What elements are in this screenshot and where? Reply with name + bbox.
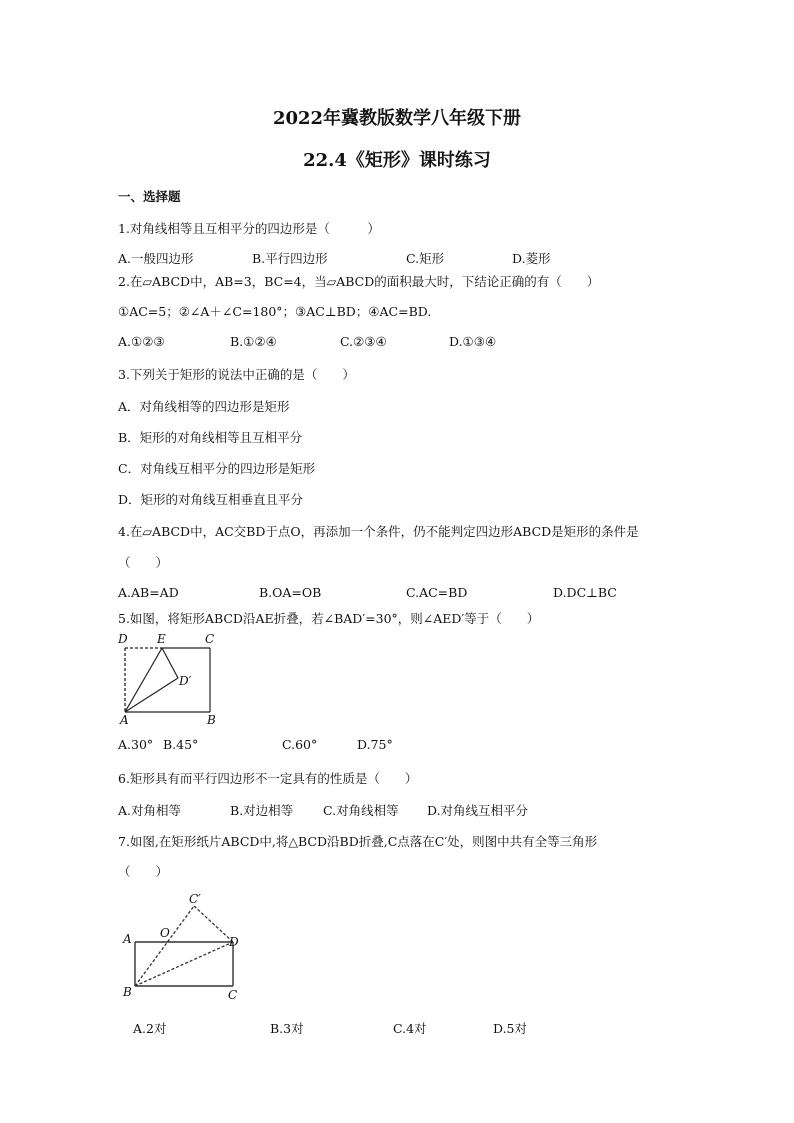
question-7-paren: （ ） — [118, 864, 169, 879]
question-6-option-a: A.对角相等 — [118, 803, 182, 818]
segment-c-prime-d — [194, 906, 233, 942]
question-3-stem: 3.下列关于矩形的说法中正确的是（ ） — [118, 367, 355, 382]
question-6-option-b: B.对边相等 — [230, 803, 294, 818]
label-d: D — [229, 935, 239, 949]
question-4-paren: （ ） — [118, 555, 169, 570]
question-1-option-d: D.菱形 — [512, 251, 551, 266]
question-6-stem: 6.矩形具有而平行四边形不一定具有的性质是（ ） — [118, 771, 418, 786]
segment-ed-prime — [162, 648, 178, 678]
question-3-option-c: C．对角线互相平分的四边形是矩形 — [118, 461, 316, 476]
question-7-option-d: D.5对 — [493, 1021, 528, 1036]
question-5-option-c: C.60° — [282, 737, 318, 752]
question-2-option-c: C.②③④ — [340, 334, 387, 349]
question-2-stem: 2.在▱ABCD中，AB=3，BC=4，当▱ABCD的面积最大时，下结论正确的有（ ） — [118, 274, 600, 289]
label-o: O — [160, 926, 170, 940]
diagonal-bd — [135, 942, 233, 986]
question-5-option-a: A.30° — [118, 737, 154, 752]
label-b: B — [123, 985, 132, 999]
question-2-option-a: A.①②③ — [118, 334, 165, 349]
question-6-option-d: D.对角线互相平分 — [427, 803, 529, 818]
question-7-option-b: B.3对 — [270, 1021, 304, 1036]
label-b: B — [207, 713, 216, 727]
question-1-option-c: C.矩形 — [406, 251, 445, 266]
label-d: D — [118, 632, 128, 646]
question-4-option-b: B.OA=OB — [259, 585, 322, 600]
label-a: A — [120, 713, 129, 727]
question-2-option-d: D.①③④ — [449, 334, 497, 349]
question-4-option-c: C.AC=BD — [406, 585, 468, 600]
question-6-option-c: C.对角线相等 — [323, 803, 399, 818]
label-c: C — [228, 988, 238, 1002]
label-e: E — [157, 632, 166, 646]
question-5-option-d: D.75° — [357, 737, 393, 752]
question-5-figure — [112, 630, 232, 730]
question-7-option-a: A.2对 — [133, 1021, 167, 1036]
question-5-stem: 5.如图，将矩形ABCD沿AE折叠，若∠BAD′=30°，则∠AED′等于（ ） — [118, 611, 540, 626]
question-3-option-d: D．矩形的对角线互相垂直且平分 — [118, 492, 304, 507]
label-a: A — [123, 932, 132, 946]
question-5-option-b: B.45° — [163, 737, 199, 752]
question-1-option-a: A.一般四边形 — [118, 251, 194, 266]
question-2-option-b: B.①②④ — [230, 334, 277, 349]
question-7-option-c: C.4对 — [393, 1021, 427, 1036]
question-1-option-b: B.平行四边形 — [252, 251, 328, 266]
segment-ad-prime — [125, 678, 178, 712]
question-1-stem: 1.对角线相等且互相平分的四边形是（ ） — [118, 221, 380, 236]
question-7-stem: 7.如图,在矩形纸片ABCD中,将△BCD沿BD折叠,C点落在C′处，则图中共有全等三角形 — [118, 834, 598, 849]
label-c-prime: C′ — [189, 893, 201, 906]
label-d-prime: D′ — [179, 674, 192, 688]
question-7-figure — [115, 893, 250, 1003]
document-subtitle: 22.4《矩形》课时练习 — [303, 150, 491, 171]
fold-line-ae — [125, 648, 162, 712]
question-4-option-d: D.DC⊥BC — [553, 585, 617, 600]
segment-bc-prime — [135, 906, 194, 986]
question-2-conditions: ①AC=5；②∠A＋∠C=180°；③AC⊥BD；④AC=BD. — [118, 304, 432, 319]
document-title: 2022年冀教版数学八年级下册 — [272, 108, 522, 129]
label-c: C — [205, 632, 215, 646]
section-heading: 一、选择题 — [118, 189, 181, 204]
question-4-option-a: A.AB=AD — [118, 585, 179, 600]
question-4-stem: 4.在▱ABCD中，AC交BD于点O，再添加一个条件，仍不能判定四边形ABCD是矩形的条件是 — [118, 524, 639, 539]
question-3-option-b: B．矩形的对角线相等且互相平分 — [118, 430, 303, 445]
question-3-option-a: A．对角线相等的四边形是矩形 — [118, 399, 290, 414]
